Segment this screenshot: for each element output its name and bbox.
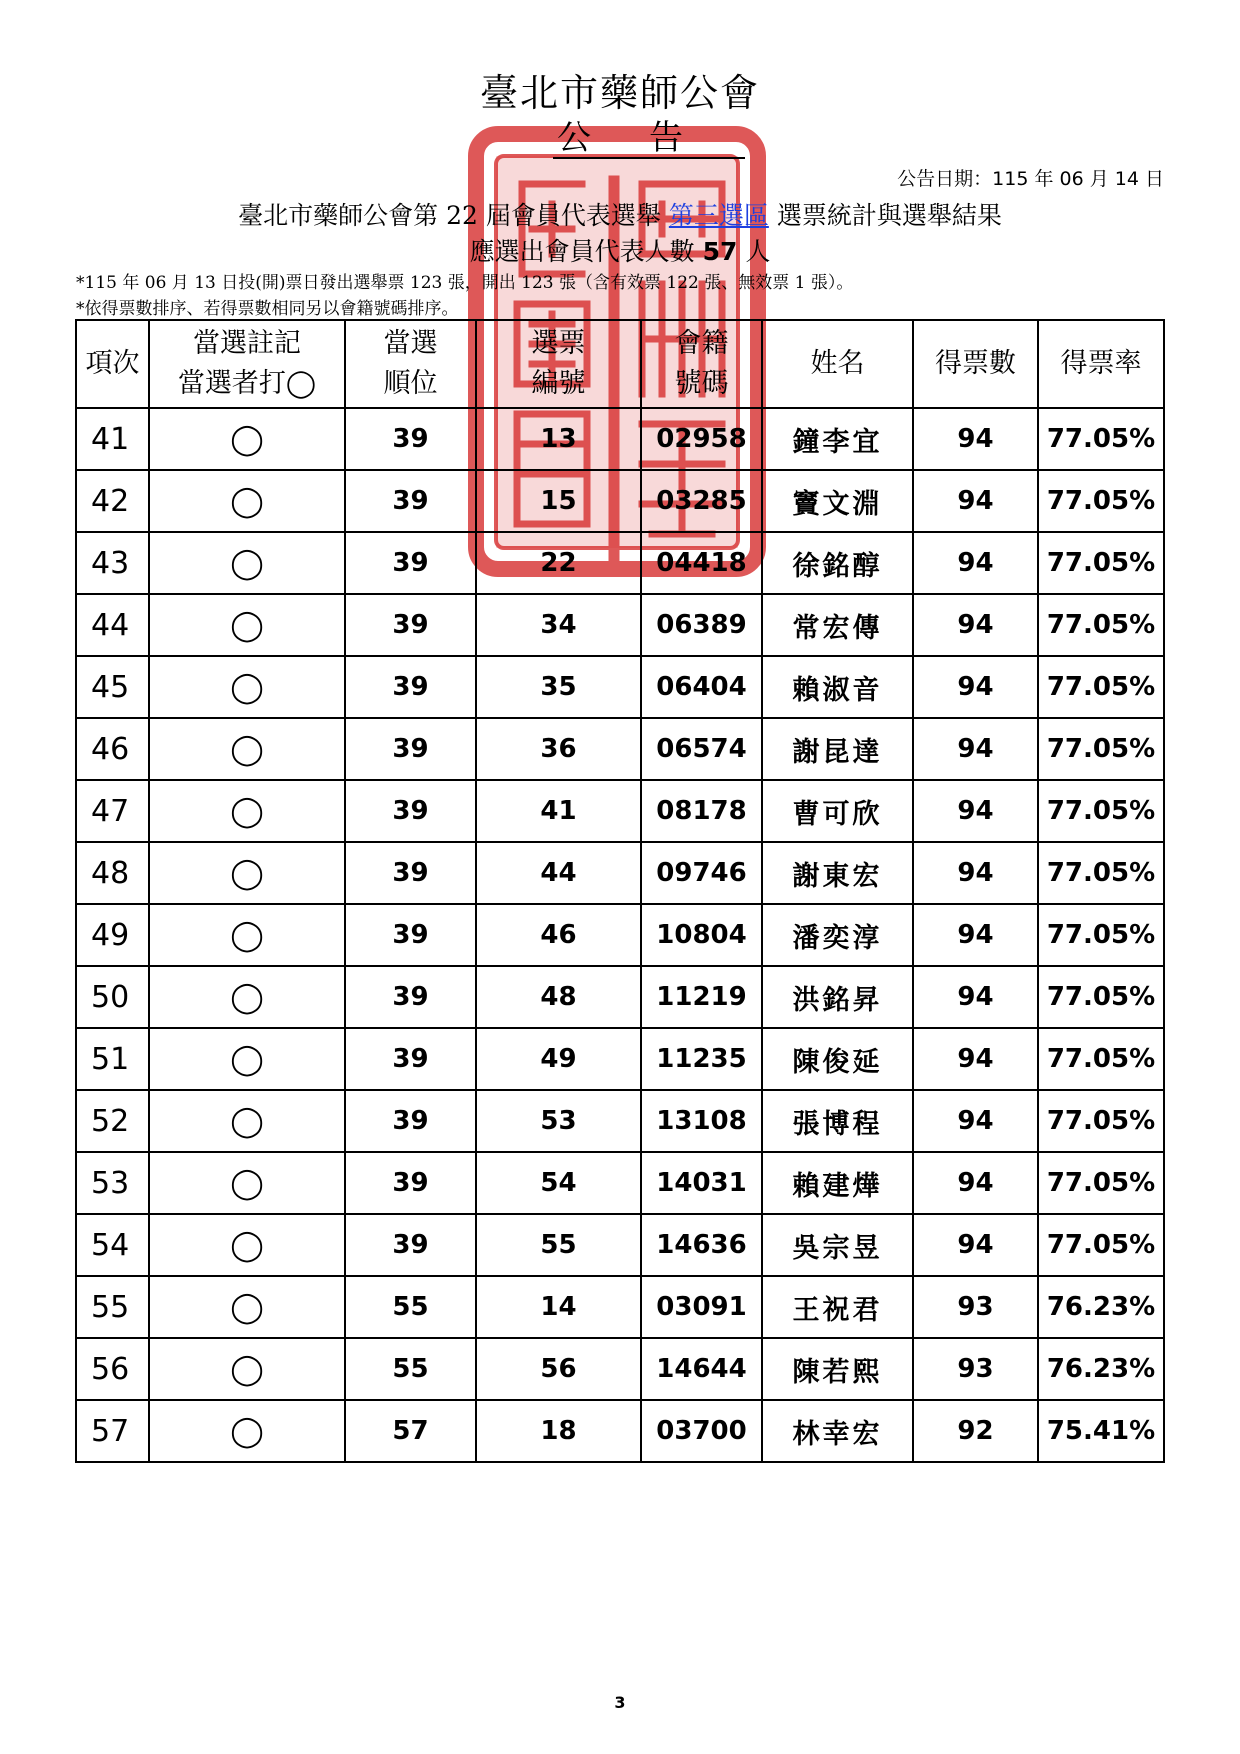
candidate-name-cell: 洪銘昇 [762,966,913,1028]
table-row [76,842,1164,904]
table-header-row [76,320,1164,408]
elected-rank-cell: 39 [345,408,476,470]
table-row [76,594,1164,656]
col-elected-mark-header [149,320,345,408]
table-row [76,656,1164,718]
elected-mark-cell: ◯ [149,1090,345,1152]
col-member-number-header [641,320,762,408]
vote-rate-cell: 77.05% [1038,408,1164,470]
col-votes-header [913,320,1038,408]
candidate-name-cell: 鐘李宜 [762,408,913,470]
elected-rank-cell: 39 [345,904,476,966]
candidate-name-cell: 陳若熙 [762,1338,913,1400]
table-body [76,408,1164,1462]
elected-mark-cell: ◯ [149,1400,345,1462]
table-row [76,1276,1164,1338]
ballot-number-cell: 46 [476,904,641,966]
candidate-name-cell: 常宏傳 [762,594,913,656]
elected-rank-cell: 39 [345,1214,476,1276]
member-number-cell: 13108 [641,1090,762,1152]
vote-rate-cell: 75.41% [1038,1400,1164,1462]
table-row [76,1152,1164,1214]
header-line: 號碼 [674,368,729,399]
member-number-cell: 06389 [641,594,762,656]
ballot-number-cell: 44 [476,842,641,904]
vote-rate-cell: 77.05% [1038,656,1164,718]
ballot-number-cell: 53 [476,1090,641,1152]
vote-rate-cell: 77.05% [1038,1090,1164,1152]
ballot-number-cell: 34 [476,594,641,656]
item-number-cell: 52 [76,1090,149,1152]
member-number-cell: 11235 [641,1028,762,1090]
vote-rate-cell: 77.05% [1038,532,1164,594]
vote-count-cell: 94 [913,904,1038,966]
table-row [76,1214,1164,1276]
member-number-cell: 06574 [641,718,762,780]
elected-rank-cell: 39 [345,842,476,904]
item-number-cell: 54 [76,1214,149,1276]
candidate-name-cell: 曹可欣 [762,780,913,842]
candidate-name-cell: 賴淑音 [762,656,913,718]
elected-mark-cell: ◯ [149,594,345,656]
vote-count-cell: 94 [913,532,1038,594]
candidate-name-cell: 陳俊延 [762,1028,913,1090]
candidate-name-cell: 竇文淵 [762,470,913,532]
vote-count-cell: 94 [913,1214,1038,1276]
ballot-number-cell: 48 [476,966,641,1028]
ballot-number-cell: 56 [476,1338,641,1400]
notice-date: 公告日期：115 年 06 月 14 日 [897,168,1164,190]
elected-mark-cell: ◯ [149,842,345,904]
vote-count-cell: 94 [913,1152,1038,1214]
ballot-note: *115 年 06 月 13 日投(開)票日發出選舉票 123 張，開出 123 張（含有效票 122 張、無效票 1 張）。 [76,273,854,293]
vote-rate-cell: 77.05% [1038,780,1164,842]
elected-mark-cell: ◯ [149,408,345,470]
table-row [76,780,1164,842]
table-row [76,408,1164,470]
header-line: 編號 [531,368,586,399]
member-number-cell: 06404 [641,656,762,718]
elected-rank-cell: 39 [345,1090,476,1152]
table-row [76,532,1164,594]
seats-count: 57 [702,237,738,266]
vote-count-cell: 94 [913,842,1038,904]
member-number-cell: 11219 [641,966,762,1028]
elected-mark-cell: ◯ [149,904,345,966]
candidate-name-cell: 吳宗昱 [762,1214,913,1276]
vote-count-cell: 94 [913,1028,1038,1090]
vote-rate-cell: 77.05% [1038,966,1164,1028]
vote-count-cell: 94 [913,780,1038,842]
col-elected-rank-header [345,320,476,408]
notice-heading [0,118,1240,159]
elected-rank-cell: 39 [345,780,476,842]
seats-line [0,232,1240,268]
elected-mark-cell: ◯ [149,656,345,718]
elected-mark-cell: ◯ [149,1276,345,1338]
elected-rank-cell: 39 [345,1152,476,1214]
vote-count-cell: 94 [913,1090,1038,1152]
elected-mark-cell: ◯ [149,718,345,780]
election-title-suffix: 選票統計與選舉結果 [776,201,1002,230]
page-number: 3 [614,1693,626,1712]
item-number-cell: 50 [76,966,149,1028]
item-number-cell: 44 [76,594,149,656]
vote-count-cell: 93 [913,1276,1038,1338]
table-row [76,718,1164,780]
member-number-cell: 14636 [641,1214,762,1276]
seats-suffix: 人 [745,237,771,266]
table-row [76,966,1164,1028]
item-number-cell: 55 [76,1276,149,1338]
item-number-cell: 56 [76,1338,149,1400]
item-number-cell: 46 [76,718,149,780]
item-number-cell: 53 [76,1152,149,1214]
header-line: 當選 [383,328,438,359]
elected-mark-cell: ◯ [149,780,345,842]
header-line: 順位 [383,368,438,399]
election-title [0,196,1240,232]
member-number-cell: 03091 [641,1276,762,1338]
candidate-name-cell: 王祝君 [762,1276,913,1338]
elected-rank-cell: 57 [345,1400,476,1462]
item-number-cell: 43 [76,532,149,594]
vote-rate-cell: 76.23% [1038,1276,1164,1338]
header-line: 姓名 [810,348,865,379]
item-number-cell: 47 [76,780,149,842]
col-name-header [762,320,913,408]
col-ballot-number-header [476,320,641,408]
header-line: 得票率 [1060,348,1142,379]
vote-rate-cell: 77.05% [1038,594,1164,656]
elected-rank-cell: 39 [345,594,476,656]
ballot-number-cell: 54 [476,1152,641,1214]
vote-rate-cell: 77.05% [1038,904,1164,966]
header-line: 當選註記 [193,328,301,359]
member-number-cell: 03285 [641,470,762,532]
member-number-cell: 02958 [641,408,762,470]
vote-rate-cell: 77.05% [1038,470,1164,532]
candidate-name-cell: 徐銘醇 [762,532,913,594]
ballot-number-cell: 22 [476,532,641,594]
candidate-name-cell: 謝東宏 [762,842,913,904]
item-number-cell: 41 [76,408,149,470]
election-results-table [75,319,1165,1463]
header-line: 得票數 [935,348,1016,379]
election-title-prefix: 臺北市藥師公會第 22 屆會員代表選舉 [238,201,661,230]
elected-rank-cell: 39 [345,966,476,1028]
table-row [76,1400,1164,1462]
vote-rate-cell: 77.05% [1038,1214,1164,1276]
member-number-cell: 09746 [641,842,762,904]
elected-rank-cell: 55 [345,1276,476,1338]
elected-rank-cell: 39 [345,470,476,532]
elected-mark-cell: ◯ [149,1214,345,1276]
vote-rate-cell: 77.05% [1038,1028,1164,1090]
elected-mark-cell: ◯ [149,470,345,532]
vote-count-cell: 94 [913,408,1038,470]
elected-mark-cell: ◯ [149,1152,345,1214]
ballot-number-cell: 55 [476,1214,641,1276]
vote-rate-cell: 77.05% [1038,1152,1164,1214]
item-number-cell: 48 [76,842,149,904]
header-line: 項次 [85,348,140,379]
vote-count-cell: 92 [913,1400,1038,1462]
member-number-cell: 10804 [641,904,762,966]
vote-rate-cell: 76.23% [1038,1338,1164,1400]
vote-rate-cell: 77.05% [1038,718,1164,780]
candidate-name-cell: 林幸宏 [762,1400,913,1462]
table-row [76,1338,1164,1400]
sorting-note: *依得票數排序、若得票數相同另以會籍號碼排序。 [76,299,459,319]
vote-count-cell: 94 [913,718,1038,780]
elected-rank-cell: 39 [345,656,476,718]
elected-rank-cell: 39 [345,532,476,594]
ballot-number-cell: 14 [476,1276,641,1338]
item-number-cell: 42 [76,470,149,532]
table-row [76,1028,1164,1090]
ballot-number-cell: 15 [476,470,641,532]
item-number-cell: 45 [76,656,149,718]
member-number-cell: 08178 [641,780,762,842]
candidate-name-cell: 潘奕淳 [762,904,913,966]
vote-count-cell: 94 [913,966,1038,1028]
ballot-number-cell: 13 [476,408,641,470]
elected-rank-cell: 39 [345,718,476,780]
member-number-cell: 03700 [641,1400,762,1462]
member-number-cell: 14644 [641,1338,762,1400]
candidate-name-cell: 謝昆達 [762,718,913,780]
item-number-cell: 51 [76,1028,149,1090]
vote-count-cell: 94 [913,594,1038,656]
ballot-number-cell: 18 [476,1400,641,1462]
header-line: 當選者打◯ [177,368,317,399]
vote-count-cell: 94 [913,470,1038,532]
elected-mark-cell: ◯ [149,1028,345,1090]
ballot-number-cell: 41 [476,780,641,842]
table-row [76,470,1164,532]
candidate-name-cell: 張博程 [762,1090,913,1152]
table-row [76,1090,1164,1152]
vote-rate-cell: 77.05% [1038,842,1164,904]
elected-mark-cell: ◯ [149,1338,345,1400]
member-number-cell: 14031 [641,1152,762,1214]
district-link[interactable]: 第三選區 [668,201,769,230]
seats-prefix: 應選出會員代表人數 [469,237,695,266]
header-line: 選票 [531,328,586,359]
elected-rank-cell: 55 [345,1338,476,1400]
organization-title: 臺北市藥師公會 [479,71,760,115]
col-vote-rate-header [1038,320,1164,408]
header-line: 會籍 [674,328,729,359]
item-number-cell: 49 [76,904,149,966]
notice-heading-text: 公告 [553,119,745,159]
ballot-number-cell: 49 [476,1028,641,1090]
elected-mark-cell: ◯ [149,532,345,594]
ballot-number-cell: 35 [476,656,641,718]
table-row [76,904,1164,966]
col-item-header [76,320,149,408]
elected-rank-cell: 39 [345,1028,476,1090]
candidate-name-cell: 賴建燁 [762,1152,913,1214]
elected-mark-cell: ◯ [149,966,345,1028]
vote-count-cell: 94 [913,656,1038,718]
member-number-cell: 04418 [641,532,762,594]
item-number-cell: 57 [76,1400,149,1462]
vote-count-cell: 93 [913,1338,1038,1400]
ballot-number-cell: 36 [476,718,641,780]
